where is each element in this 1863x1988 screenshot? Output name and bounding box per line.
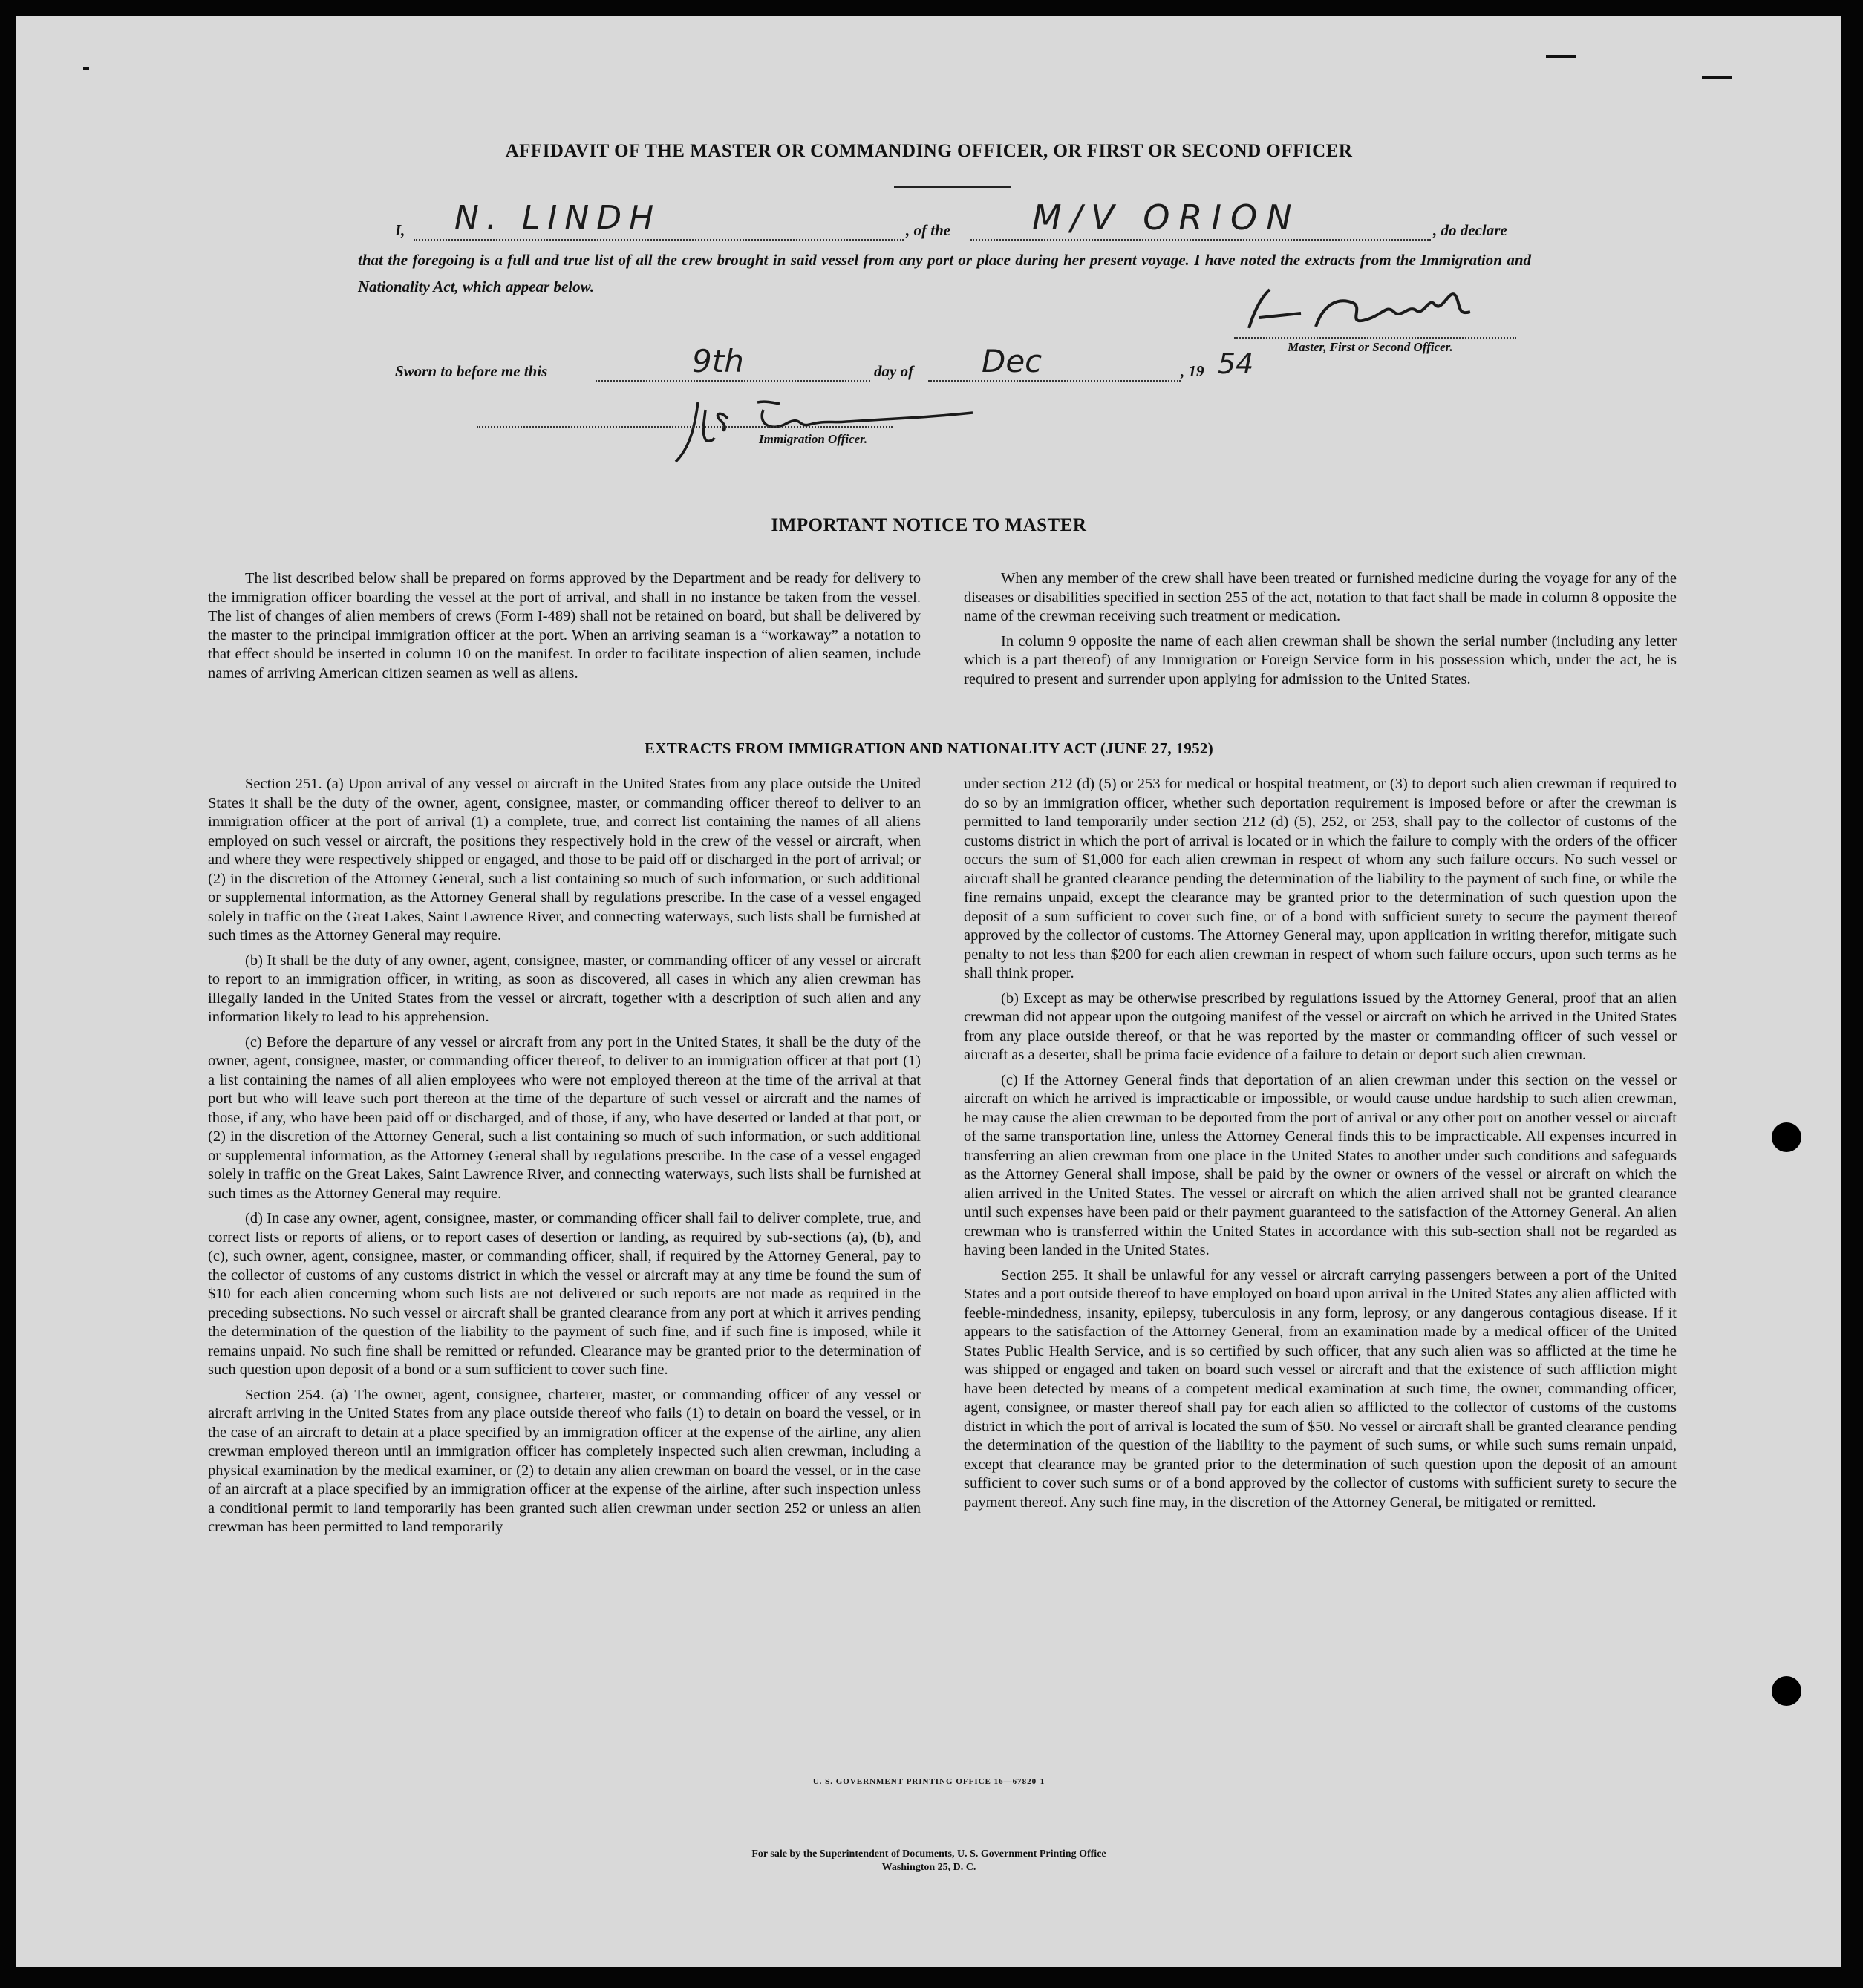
notice-title: IMPORTANT NOTICE TO MASTER bbox=[771, 515, 1087, 535]
notice-right-paragraph-1: When any member of the crew shall have been treated or furnished medicine during the voyage for any of the diseases or disabilities specified in section 255 of the act, notation to that fact shall be made in column 8 opposite the name of the crewman receiving such treatment or medication. bbox=[964, 570, 1677, 624]
vessel-name-handwritten: M/V ORION bbox=[1032, 197, 1301, 238]
sworn-label: Sworn to before me this bbox=[395, 362, 548, 380]
notice-right-paragraph-2: In column 9 opposite the name of each alien crewman shall be shown the serial number (including any letter which is a part thereof) of any Immigration or Foreign Service form in his possession which, under the act, he is required to present and surrender upon applying for admission to the United States. bbox=[964, 632, 1677, 687]
notice-left-column bbox=[208, 569, 921, 689]
master-name-handwritten: N. LINDH bbox=[454, 199, 662, 237]
sale-line-1: For sale by the Superintendent of Documents, U. S. Government Printing Office bbox=[751, 1848, 1106, 1860]
affidavit-statement: that the foregoing is a full and true list of all the crew brought in said vessel from any port or place during her present voyage. I have noted the extracts from the Immigration and Nationality Act, which appear below. bbox=[358, 251, 1531, 295]
sworn-month-handwritten: Dec bbox=[982, 343, 1043, 379]
extracts-right-column bbox=[964, 775, 1677, 1518]
section-251c: (c) Before the departure of any vessel or aircraft from any port in the United States, it shall be the duty of the owner, agent, consignee, master, or commanding officer thereof, to deliver to an immigration officer at that port (1) a list containing the names of all alien employees who were not employed thereon at the time of the arrival at that port but who will leave such port thereon at the time of the departure of such vessel or aircraft and the names of those, if any, who have been paid off or discharged, and of those, if any, who have deserted or landed at that port, or (2) in the discretion of the Attorney General, such a list containing so much of such information, or such additional or supplemental information, as the Attorney General shall by regulations prescribe. In the case of a vessel engaged solely in traffic on the Great Lakes, Saint Lawrence River, and connecting waterways, such lists shall be furnished at such times as the Attorney General may require. bbox=[208, 1033, 921, 1202]
year-prefix: , 19 bbox=[1181, 362, 1204, 380]
section-251b: (b) It shall be the duty of any owner, agent, consignee, master, or commanding officer of any vessel or aircraft to report to an immigration officer, in writing, as soon as discovered, all cases in which any alien crewman has illegally landed in the United States from the vessel or aircraft, together with a description of such alien and any information likely to lead to his apprehension. bbox=[208, 952, 921, 1025]
scan-speck bbox=[1702, 76, 1732, 79]
extracts-title: EXTRACTS FROM IMMIGRATION AND NATIONALITY ACT (JUNE 27, 1952) bbox=[645, 739, 1213, 757]
master-signature bbox=[1234, 282, 1487, 341]
sworn-month-line bbox=[928, 358, 1181, 382]
officer-signature-caption: Immigration Officer. bbox=[759, 432, 868, 446]
declare-label: , do declare bbox=[1433, 221, 1507, 239]
notice-left-paragraph: The list described below shall be prepared on forms approved by the Department and be ready for delivery to the immigration officer boarding the vessel at the port of arrival, and shall in no instance be taken from the vessel. The list of changes of alien members of crews (Form I-489) shall not be retained on board, but shall be delivered by the master to the principal immigration officer at the port. When an arriving seaman is a “workaway” a notation to that effect should be inserted in column 10 on the manifest. In order to facilitate inspection of alien seamen, include names of arriving American citizen seamen as well as aliens. bbox=[208, 570, 921, 681]
affidavit-title: AFFIDAVIT OF THE MASTER OR COMMANDING OFFICER, OR FIRST OR SECOND OFFICER bbox=[505, 141, 1353, 161]
punch-hole bbox=[1772, 1676, 1801, 1706]
document-page bbox=[16, 16, 1841, 1967]
section-254b: (b) Except as may be otherwise prescribed by regulations issued by the Attorney General, proof that an alien crewman did not appear upon the outgoing manifest of the vessel or aircraft on which he arrived in the United States from any place outside thereof, or that he was reported by the master or commanding officer of such vessel or aircraft as a deserter, shall be prima facie evidence of a failure to detain or deport such alien crewman. bbox=[964, 990, 1677, 1063]
sworn-day-handwritten: 9th bbox=[692, 343, 744, 379]
scan-speck bbox=[1546, 55, 1576, 58]
master-signature-line bbox=[1234, 336, 1516, 339]
i-label: I, bbox=[395, 221, 405, 239]
punch-hole bbox=[1772, 1122, 1801, 1152]
day-of-label: day of bbox=[874, 362, 914, 380]
section-251d: (d) In case any owner, agent, consignee, master, or commanding officer shall fail to deliver complete, true, and correct lists or reports of aliens, or to report cases of desertion or landing, as required by sub-sections (a), (b), and (c), such owner, agent, consignee, master, or commanding officer, shall, if required by the Attorney General, pay to the collector of customs of any customs district in which the vessel or aircraft may at any time be found the sum of $10 for each alien concerning whom such lists are not delivered or such reports are not made as required in the preceding subsections. No such vessel or aircraft shall be granted clearance from any port at which it arrives pending the determination of the question of the liability to the payment of such fine, and if such fine is imposed, while it remains unpaid. No such fine shall be remitted or refunded. Clearance may be granted prior to the determination of such question upon deposit of a bond or a sum sufficient to cover such fine. bbox=[208, 1210, 921, 1378]
sale-line-2: Washington 25, D. C. bbox=[881, 1862, 976, 1873]
section-254a: Section 254. (a) The owner, agent, consignee, charterer, master, or commanding officer of any vessel or aircraft arriving in the United States from any place outside thereof who fails (1) to detain on board the vessel, or in the case of an aircraft to detain at a place specified by an immigration officer at the expense of the airline, any alien crewman employed thereon until an immigration officer has completely inspected such alien crewman, including a physical examination by the medical examiner, or (2) to detain any alien crewman on board the vessel, or in the case of an aircraft at a place specified by an immigration officer at the expense of the airline, after such inspection unless a conditional permit to land temporarily has been granted such alien crewman under section 252 or unless an alien crewman has been permitted to land temporarily bbox=[208, 1386, 921, 1535]
printing-office-imprint: U. S. GOVERNMENT PRINTING OFFICE 16—67820-1 bbox=[812, 1777, 1045, 1786]
of-the-label: , of the bbox=[906, 221, 951, 239]
section-255: Section 255. It shall be unlawful for any vessel or aircraft carrying passengers between a port of the United States and a port outside thereof to have employed on board upon arrival in the United States any alien afflicted with feeble-mindedness, insanity, epilepsy, tuberculosis in any form, leprosy, or any dangerous contagious disease. If it appears to the satisfaction of the Attorney General, from an examination made by a medical officer of the United States Public Health Service, and is so certified by such officer, that any such alien was so afflicted at the time he was shipped or engaged and taken on board such vessel or aircraft and that the existence of such affliction might have been detected by means of a competent medical examination at such time, the owner, commanding officer, agent, consignee, or master thereof shall pay for each alien so afflicted to the collector of customs of the customs district in which the port of arrival is located the sum of $50. No vessel or aircraft shall be granted clearance pending the determination of the question of the liability to the payment of such sums, or while such sums remain unpaid, except that clearance may be granted prior to the determination of such question upon the deposit of an amount sufficient to cover such sums or of a bond approved by the collector of customs with sufficient surety to secure the payment thereof. Any such fine may, in the discretion of the Attorney General, be mitigated or remitted. bbox=[964, 1266, 1677, 1511]
year-handwritten: 54 bbox=[1218, 347, 1254, 380]
section-254a-continued: under section 212 (d) (5) or 253 for medical or hospital treatment, or (3) to deport such alien crewman if required to do so by an immigration officer, whether such deportation requirement is imposed before or after the crewman is permitted to land temporarily under section 212 (d) (5), 252, or 253, shall pay to the collector of customs of the customs district in which the port of arrival is located or in which the failure to comply with the orders of the officer occurs the sum of $1,000 for each alien crewman in respect of whom any such failure occurs. No such vessel or aircraft shall be granted clearance pending the determination of the liability to the payment of such fine, or while the fine remains unpaid, except the clearance may be granted prior to the determination of such question upon the deposit of a sum sufficient to cover such fine, or of a bond with sufficient surety to secure the payment thereof approved by the collector of customs. The Attorney General may, upon application in writing therefor, mitigate such penalty to not less than $200 for each alien crewman in respect of whom such failure occurs, upon such terms as he shall think proper. bbox=[964, 776, 1677, 981]
officer-signature bbox=[661, 388, 988, 469]
extracts-left-column bbox=[208, 775, 921, 1543]
officer-signature-line bbox=[477, 426, 893, 428]
section-254c: (c) If the Attorney General finds that deportation of an alien crewman under this section on the vessel or aircraft on which he arrived is impracticable or impossible, or would cause undue hardship to such alien crewman, he may cause the alien crewman to be deported from the port of arrival or any other port on another vessel or aircraft of the same transportation line, unless the Attorney General finds this to be impracticable. All expenses incurred in transferring an alien crewman from one place in the United States to another under such conditions and safeguards as the Attorney General shall impose, shall be paid by the owner or owners of the vessel or aircraft on which the alien arrived in the United States. The vessel or aircraft on which the alien arrived shall not be granted clearance until such expenses have been paid or their payment guaranteed to the satisfaction of the Attorney General. An alien crewman who is transferred within the United States in accordance with this sub-section shall not be regarded as having been landed in the United States. bbox=[964, 1071, 1677, 1258]
notice-right-column bbox=[964, 569, 1677, 695]
title-rule bbox=[894, 186, 1011, 188]
master-signature-caption: Master, First or Second Officer. bbox=[1288, 340, 1453, 354]
section-251a: Section 251. (a) Upon arrival of any vessel or aircraft in the United States from any place outside the United States it shall be the duty of the owner, agent, consignee, master, or commanding officer thereof to deliver to an immigration officer at the port of arrival (1) a complete, true, and correct list containing the names of all aliens employed on such vessel or aircraft, the positions they respectively hold in the crew of the vessel or aircraft, when and where they were respectively shipped or engaged, and those to be paid off or discharged in the port of arrival; or (2) in the discretion of the Attorney General, such a list containing so much of such information, or such additional or supplemental information, as the Attorney General shall by regulations prescribe. In the case of a vessel engaged solely in traffic on the Great Lakes, Saint Lawrence River, and connecting waterways, such lists shall be furnished at such times as the Attorney General may require. bbox=[208, 776, 921, 944]
scan-speck bbox=[83, 67, 89, 70]
